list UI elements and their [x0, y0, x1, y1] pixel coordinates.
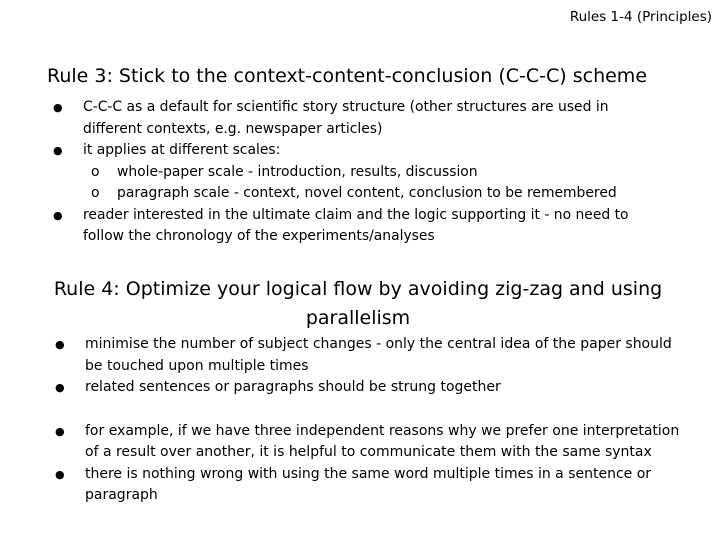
rule3-sub-bullet-2: o paragraph scale - context, novel content, conclusion to be remembered: [53, 183, 663, 205]
rule3-bullet-3: ● reader interested in the ultimate claim and the logic supporting it - no need to follow the chronology of the experiments/analyses: [53, 205, 663, 248]
rule3-bullet-1: ● C-C-C as a default for scientific story structure (other structures are used in different contexts, e.g. newspaper articles): [53, 97, 663, 140]
rule4-bullet-3: ● for example, if we have three independent reasons why we prefer one interpretation of a result over another, it is helpful to communicate them with the same syntax: [55, 421, 685, 464]
rule4-title: Rule 4: Optimize your logical flow by avoiding zig-zag and using parallelism: [53, 278, 663, 329]
bullet-spacer: [55, 399, 685, 421]
rule4-bullet-4: ● there is nothing wrong with using the same word multiple times in a sentence or paragraph: [55, 464, 685, 507]
rule3-sub-bullet-1: o whole-paper scale - introduction, results, discussion: [53, 162, 663, 184]
slide-header: Rules 1-4 (Principles): [569, 9, 712, 25]
rule3-bullet-2: ● it applies at different scales:: [53, 140, 663, 162]
rule4-bullet-list: [55, 334, 685, 507]
rule3-bullet-list: [53, 97, 663, 248]
rule4-bullet-1: ● minimise the number of subject changes - only the central idea of the paper should be touched upon multiple times: [55, 334, 685, 377]
rule3-title: Rule 3: Stick to the context-content-conclusion (C-C-C) scheme: [46, 65, 648, 87]
rule4-bullet-2: ● related sentences or paragraphs should be strung together: [55, 377, 685, 399]
